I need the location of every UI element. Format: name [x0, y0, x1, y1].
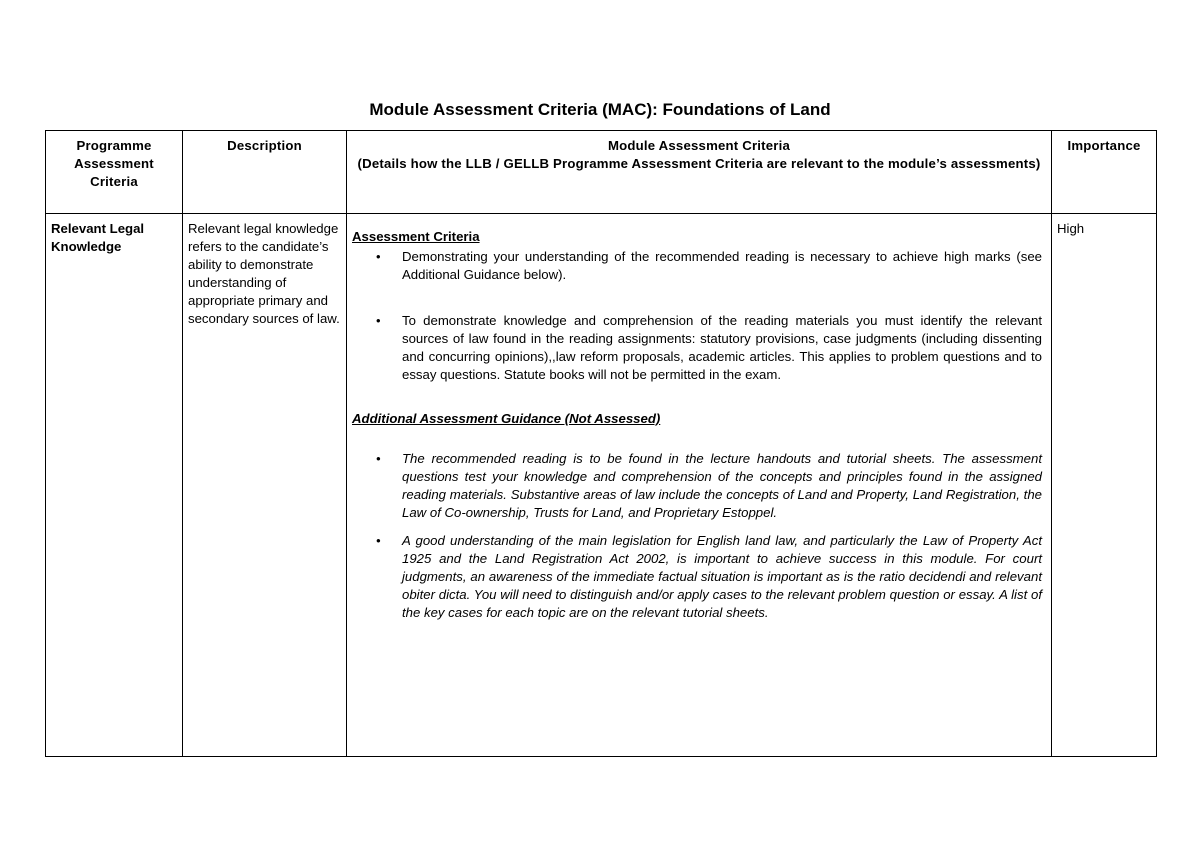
assessment-criteria-list — [352, 248, 1046, 384]
criterion-description: Relevant legal knowledge refers to the candidate’s ability to demonstrate understanding of appropriate primary and secondary sources of law. — [188, 221, 340, 326]
list-item-text: A good understanding of the main legislation for English land law, and particularly the Law of Property Act 1925 and the Land Registration Act 2002, is important to achieve success in this module. For court judgments, an awareness of the immediate factual situation is important as is the ratio decidendi and relevant obiter dicta. You will need to distinguish and/or apply cases to the relevant problem question or essay. A list of the key cases for each topic are on the relevant tutorial sheets. — [402, 533, 1042, 620]
header-description: Description — [183, 131, 347, 214]
criterion-cell — [46, 214, 183, 757]
list-item — [376, 312, 1046, 384]
page-title: Module Assessment Criteria (MAC): Foundations of Land — [369, 100, 831, 119]
list-item — [376, 450, 1046, 522]
module-criteria-cell — [347, 214, 1052, 757]
table-row — [46, 214, 1157, 757]
list-item — [376, 248, 1046, 284]
importance-value: High — [1057, 221, 1085, 236]
header-importance: Importance — [1052, 131, 1157, 214]
list-item-text: The recommended reading is to be found in the lecture handouts and tutorial sheets. The assessment questions test your knowledge and comprehension of the concepts and principles found in the assigned reading materials. Substantive areas of law include the concepts of Land and Property, Land Registration, the Law of Co-ownership, Trusts for Land, and Proprietary Estoppel. — [402, 451, 1042, 520]
header-programme-criteria: Programme Assessment Criteria — [46, 131, 183, 214]
description-cell — [183, 214, 347, 757]
bullet-icon: • — [376, 533, 381, 548]
importance-cell — [1052, 214, 1157, 757]
bullet-icon: • — [376, 451, 381, 466]
header-module-criteria-title: Module Assessment Criteria — [607, 138, 791, 153]
additional-guidance-list — [352, 450, 1046, 622]
assessment-criteria-heading: Assessment Criteria — [352, 229, 480, 244]
bullet-icon: • — [376, 313, 381, 328]
criteria-table — [45, 130, 1157, 757]
header-module-criteria-subtitle: (Details how the LLB / GELLB Programme Assessment Criteria are relevant to the module’s assessments) — [357, 156, 1041, 171]
bullet-icon: • — [376, 249, 381, 264]
criterion-name: Relevant Legal Knowledge — [51, 221, 145, 254]
additional-guidance-heading: Additional Assessment Guidance (Not Assessed) — [352, 411, 661, 426]
list-item-text: To demonstrate knowledge and comprehension of the reading materials you must identify the relevant sources of law found in the reading assignments: statutory provisions, case judgments (including dissenting and concurring opinions),,law reform proposals, academic articles. This applies to problem questions and to essay questions. Statute books will not be permitted in the exam. — [402, 313, 1042, 382]
header-module-criteria — [347, 131, 1052, 214]
list-item — [376, 532, 1046, 622]
header-row — [46, 131, 1157, 214]
list-item-text: Demonstrating your understanding of the recommended reading is necessary to achieve high marks (see Additional Guidance below). — [402, 249, 1042, 282]
